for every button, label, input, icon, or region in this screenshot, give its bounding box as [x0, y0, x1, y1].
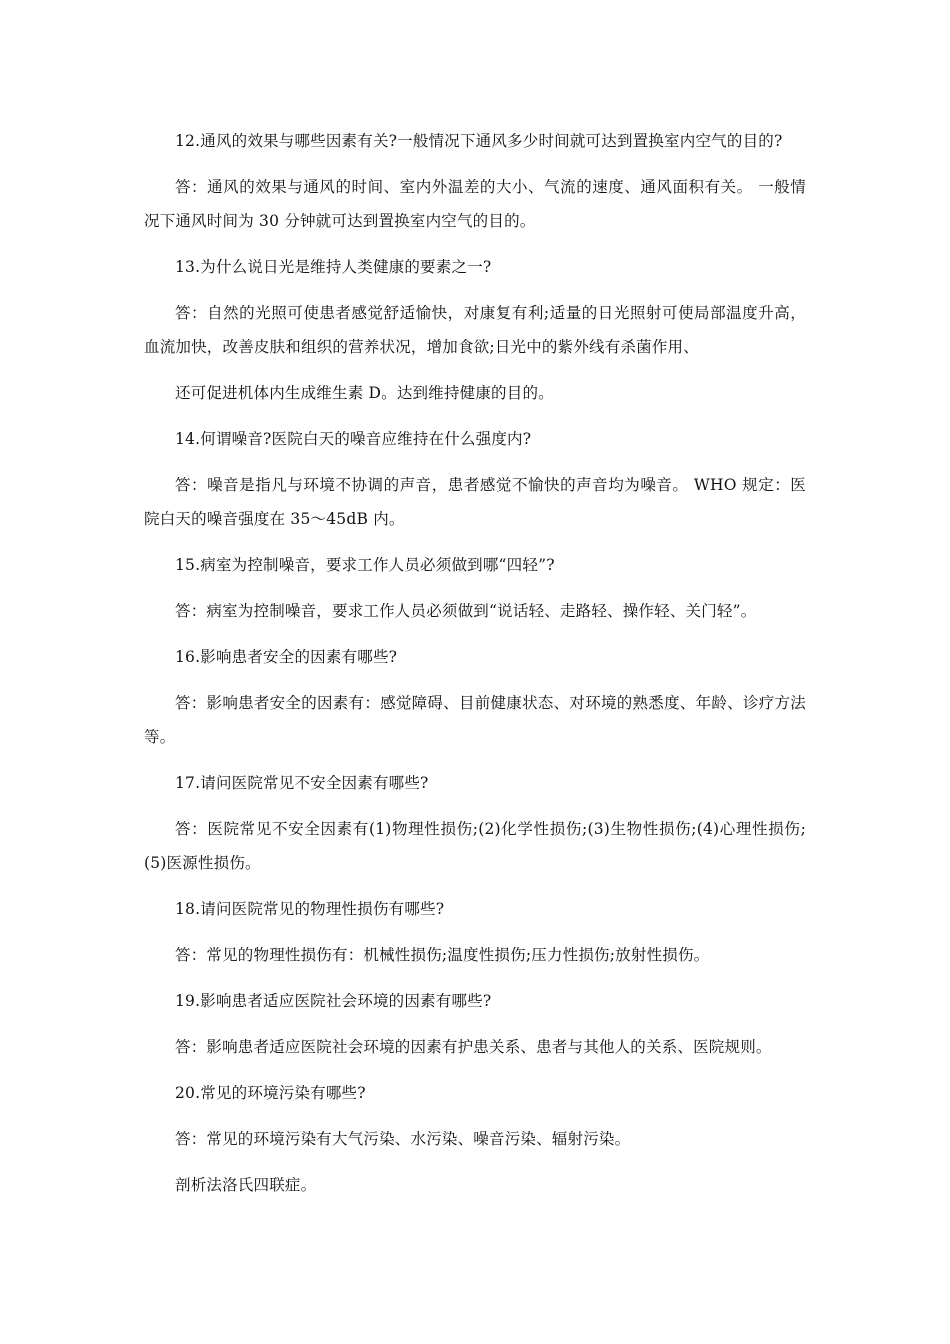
- document-body: [144, 124, 806, 1214]
- answer-14: 答：噪音是指凡与环境不协调的声音，患者感觉不愉快的声音均为噪音。 WHO 规定：医院白天的噪音强度在 35～45dB 内。: [144, 476, 806, 528]
- closing-note: 剖析法洛氏四联症。: [175, 1176, 317, 1194]
- answer-12: 答：通风的效果与通风的时间、室内外温差的大小、气流的速度、通风面积有关。 一般情况下通风时间为 30 分钟就可达到置换室内空气的目的。: [144, 178, 806, 230]
- question-20: 20.常见的环境污染有哪些?: [175, 1084, 366, 1102]
- question-12: 12.通风的效果与哪些因素有关?一般情况下通风多少时间就可达到置换室内空气的目的?: [175, 132, 783, 150]
- answer-15: 答：病室为控制噪音，要求工作人员必须做到“说话轻、走路轻、操作轻、关门轻”。: [175, 602, 757, 620]
- answer-20: 答：常见的环境污染有大气污染、水污染、噪音污染、辐射污染。: [175, 1130, 631, 1148]
- answer-13-part-1: 答：自然的光照可使患者感觉舒适愉快，对康复有利;适量的日光照射可使局部温度升高，血流加快，改善皮肤和组织的营养状况，增加食欲;日光中的紫外线有杀菌作用、: [144, 304, 806, 356]
- question-17: 17.请问医院常见不安全因素有哪些?: [175, 774, 429, 792]
- answer-19: 答：影响患者适应医院社会环境的因素有护患关系、患者与其他人的关系、医院规则。: [175, 1038, 772, 1056]
- question-18: 18.请问医院常见的物理性损伤有哪些?: [175, 900, 445, 918]
- answer-13-part-2: 还可促进机体内生成维生素 D。达到维持健康的目的。: [175, 384, 554, 402]
- question-16: 16.影响患者安全的因素有哪些?: [175, 648, 398, 666]
- question-15: 15.病室为控制噪音，要求工作人员必须做到哪“四轻”?: [175, 556, 555, 574]
- question-14: 14.何谓噪音?医院白天的噪音应维持在什么强度内?: [175, 430, 532, 448]
- question-13: 13.为什么说日光是维持人类健康的要素之一?: [175, 258, 492, 276]
- answer-17: 答：医院常见不安全因素有(1)物理性损伤;(2)化学性损伤;(3)生物性损伤;(4)心理性损伤;(5)医源性损伤。: [144, 820, 806, 872]
- answer-18: 答：常见的物理性损伤有：机械性损伤;温度性损伤;压力性损伤;放射性损伤。: [175, 946, 710, 964]
- question-19: 19.影响患者适应医院社会环境的因素有哪些?: [175, 992, 492, 1010]
- answer-16: 答：影响患者安全的因素有：感觉障碍、目前健康状态、对环境的熟悉度、年龄、诊疗方法等。: [144, 694, 806, 746]
